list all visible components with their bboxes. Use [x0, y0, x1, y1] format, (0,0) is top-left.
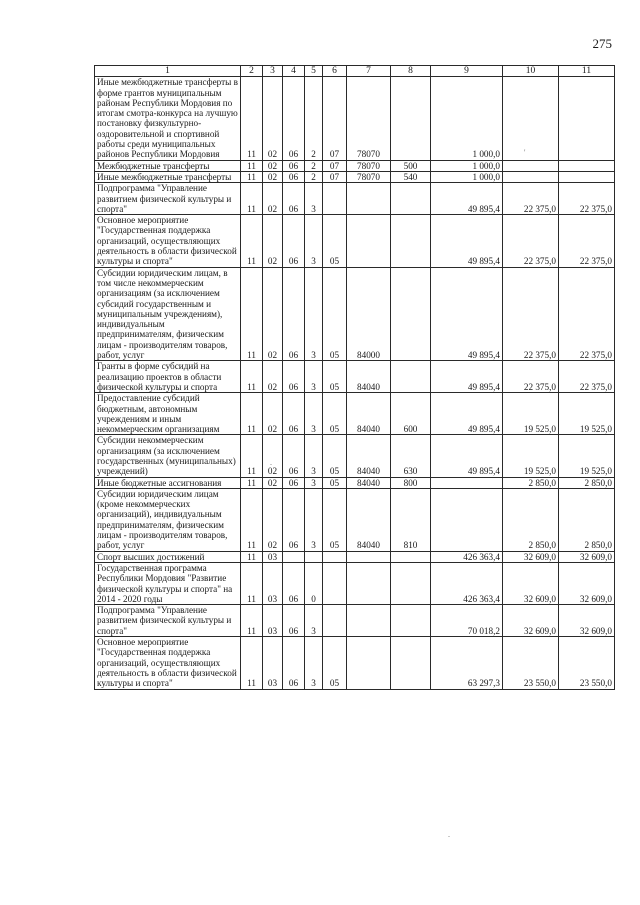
code-cell: 810 [391, 488, 431, 551]
code-cell: 3 [305, 215, 323, 267]
table-body [95, 77, 615, 689]
code-cell [391, 77, 431, 160]
amount-cell: 49 895,4 [431, 183, 503, 215]
column-header: 5 [305, 66, 323, 77]
amount-cell [431, 477, 503, 488]
amount-cell: 2 850,0 [559, 488, 615, 551]
table-row [95, 183, 615, 215]
code-cell [347, 551, 391, 562]
amount-cell [503, 77, 559, 160]
code-cell: 02 [263, 393, 283, 435]
code-cell: 05 [323, 637, 347, 689]
row-name-cell: Подпрограмма "Управление развитием физической культуры и спорта" [95, 183, 241, 215]
code-cell: 02 [263, 160, 283, 171]
amount-cell: 2 850,0 [559, 477, 615, 488]
budget-table [94, 65, 615, 690]
code-cell: 03 [263, 551, 283, 562]
code-cell: 800 [391, 477, 431, 488]
column-header: 6 [323, 66, 347, 77]
column-header: 3 [263, 66, 283, 77]
code-cell: 11 [241, 562, 263, 604]
amount-cell: 19 525,0 [503, 393, 559, 435]
amount-cell: 49 895,4 [431, 215, 503, 267]
code-cell: 11 [241, 605, 263, 637]
code-cell: 06 [283, 435, 305, 477]
column-header: 11 [559, 66, 615, 77]
code-cell: 11 [241, 488, 263, 551]
code-cell [391, 361, 431, 393]
code-cell: 02 [263, 477, 283, 488]
code-cell: 05 [323, 361, 347, 393]
amount-cell: 32 609,0 [503, 551, 559, 562]
amount-cell [559, 77, 615, 160]
amount-cell: 49 895,4 [431, 393, 503, 435]
amount-cell [559, 160, 615, 171]
amount-cell: 32 609,0 [559, 562, 615, 604]
code-cell: 06 [283, 562, 305, 604]
code-cell [347, 215, 391, 267]
code-cell: 02 [263, 435, 283, 477]
code-cell: 500 [391, 160, 431, 171]
code-cell: 3 [305, 361, 323, 393]
table-row [95, 267, 615, 361]
table-row [95, 393, 615, 435]
code-cell: 06 [283, 361, 305, 393]
table-row [95, 160, 615, 171]
amount-cell: 1 000,0 [431, 171, 503, 182]
table-row [95, 605, 615, 637]
code-cell: 3 [305, 183, 323, 215]
amount-cell: 32 609,0 [503, 562, 559, 604]
table-row [95, 361, 615, 393]
scan-speck: ' [524, 148, 526, 157]
code-cell: 06 [283, 183, 305, 215]
code-cell: 03 [263, 605, 283, 637]
amount-cell [503, 160, 559, 171]
row-name-cell: Подпрограмма "Управление развитием физической культуры и спорта" [95, 605, 241, 637]
table-row [95, 77, 615, 160]
code-cell: 06 [283, 267, 305, 361]
amount-cell: 49 895,4 [431, 361, 503, 393]
amount-cell: 2 850,0 [503, 477, 559, 488]
code-cell: 02 [263, 361, 283, 393]
table-row [95, 551, 615, 562]
code-cell [391, 605, 431, 637]
amount-cell: 32 609,0 [559, 551, 615, 562]
amount-cell [559, 171, 615, 182]
column-header: 7 [347, 66, 391, 77]
page-number: 275 [592, 36, 612, 51]
code-cell: 11 [241, 267, 263, 361]
table-row [95, 637, 615, 689]
code-cell: 84040 [347, 488, 391, 551]
code-cell [391, 562, 431, 604]
amount-cell: 22 375,0 [559, 183, 615, 215]
table-row [95, 562, 615, 604]
amount-cell [431, 488, 503, 551]
row-name-cell: Государственная программа Республики Мордовия "Развитие физической культуры и спорта" на 2014 - 2020 годы [95, 562, 241, 604]
column-header: 10 [503, 66, 559, 77]
code-cell: 02 [263, 77, 283, 160]
code-cell [391, 267, 431, 361]
code-cell: 11 [241, 477, 263, 488]
code-cell: 02 [263, 171, 283, 182]
code-cell: 05 [323, 435, 347, 477]
table-row [95, 435, 615, 477]
table-row [95, 215, 615, 267]
amount-cell: 49 895,4 [431, 435, 503, 477]
code-cell: 3 [305, 477, 323, 488]
row-name-cell: Гранты в форме субсидий на реализацию проектов в области физической культуры и спорта [95, 361, 241, 393]
code-cell: 06 [283, 215, 305, 267]
column-header: 4 [283, 66, 305, 77]
code-cell: 78070 [347, 160, 391, 171]
amount-cell: 22 375,0 [503, 361, 559, 393]
column-header: 1 [95, 66, 241, 77]
table-row [95, 488, 615, 551]
amount-cell: 19 525,0 [503, 435, 559, 477]
amount-cell: 70 018,2 [431, 605, 503, 637]
code-cell: 0 [305, 562, 323, 604]
amount-cell: 23 550,0 [503, 637, 559, 689]
amount-cell: 22 375,0 [503, 267, 559, 361]
code-cell: 11 [241, 215, 263, 267]
code-cell: 84040 [347, 435, 391, 477]
amount-cell: 19 525,0 [559, 393, 615, 435]
amount-cell: 426 363,4 [431, 551, 503, 562]
code-cell: 07 [323, 77, 347, 160]
amount-cell: 22 375,0 [503, 183, 559, 215]
amount-cell: 22 375,0 [559, 361, 615, 393]
code-cell: 05 [323, 393, 347, 435]
table-row [95, 171, 615, 182]
code-cell: 05 [323, 267, 347, 361]
amount-cell: 1 000,0 [431, 77, 503, 160]
row-name-cell: Основное мероприятие "Государственная поддержка организаций, осуществляющих деятельность в области физической культуры и спорта" [95, 637, 241, 689]
code-cell: 3 [305, 267, 323, 361]
code-cell: 3 [305, 605, 323, 637]
code-cell: 06 [283, 393, 305, 435]
amount-cell: 63 297,3 [431, 637, 503, 689]
code-cell [391, 215, 431, 267]
scan-speck: . [270, 458, 272, 467]
code-cell: 06 [283, 171, 305, 182]
row-name-cell: Предоставление субсидий бюджетным, автономным учреждениям и иным некоммерческим организациям [95, 393, 241, 435]
code-cell: 11 [241, 171, 263, 182]
code-cell: 2 [305, 77, 323, 160]
code-cell [391, 551, 431, 562]
header-row [95, 66, 615, 77]
row-name-cell: Иные межбюджетные трансферты [95, 171, 241, 182]
code-cell: 630 [391, 435, 431, 477]
code-cell [391, 637, 431, 689]
row-name-cell: Субсидии некоммерческим организациям (за исключением государственных (муниципальных) учреждений) [95, 435, 241, 477]
column-header: 9 [431, 66, 503, 77]
code-cell: 02 [263, 183, 283, 215]
amount-cell: 49 895,4 [431, 267, 503, 361]
row-name-cell: Субсидии юридическим лицам (кроме некоммерческих организаций), индивидуальным предпринимателям, физическим лицам - производителям товаров, работ, услуг [95, 488, 241, 551]
code-cell: 05 [323, 215, 347, 267]
amount-cell: 32 609,0 [559, 605, 615, 637]
code-cell: 11 [241, 160, 263, 171]
code-cell: 02 [263, 267, 283, 361]
row-name-cell: Иные межбюджетные трансферты в форме грантов муниципальным районам Республики Мордовия по итогам смотра-конкурса на лучшую постановку физкультурно-оздоровительной и спортивной работы среди муниципальных районов Республики Мордовия [95, 77, 241, 160]
code-cell [305, 551, 323, 562]
code-cell: 06 [283, 477, 305, 488]
column-header: 2 [241, 66, 263, 77]
code-cell: 03 [263, 637, 283, 689]
code-cell: 78070 [347, 77, 391, 160]
row-name-cell: Межбюджетные трансферты [95, 160, 241, 171]
code-cell: 07 [323, 171, 347, 182]
code-cell: 600 [391, 393, 431, 435]
code-cell: 84000 [347, 267, 391, 361]
code-cell: 11 [241, 393, 263, 435]
code-cell: 06 [283, 77, 305, 160]
code-cell: 3 [305, 435, 323, 477]
code-cell: 2 [305, 160, 323, 171]
code-cell [391, 183, 431, 215]
code-cell: 11 [241, 637, 263, 689]
code-cell [323, 183, 347, 215]
code-cell [283, 551, 305, 562]
row-name-cell: Спорт высших достижений [95, 551, 241, 562]
code-cell: 11 [241, 77, 263, 160]
code-cell: 06 [283, 605, 305, 637]
code-cell [347, 183, 391, 215]
row-name-cell: Основное мероприятие "Государственная поддержка организаций, осуществляющих деятельность в области физической культуры и спорта" [95, 215, 241, 267]
code-cell: 3 [305, 637, 323, 689]
code-cell: 02 [263, 215, 283, 267]
code-cell [323, 551, 347, 562]
amount-cell: 32 609,0 [503, 605, 559, 637]
amount-cell: 22 375,0 [559, 215, 615, 267]
amount-cell: 22 375,0 [559, 267, 615, 361]
code-cell: 84040 [347, 477, 391, 488]
amount-cell: 23 550,0 [559, 637, 615, 689]
amount-cell [503, 171, 559, 182]
code-cell: 3 [305, 393, 323, 435]
code-cell [347, 562, 391, 604]
code-cell: 11 [241, 361, 263, 393]
code-cell: 11 [241, 551, 263, 562]
code-cell [323, 562, 347, 604]
amount-cell: 426 363,4 [431, 562, 503, 604]
code-cell: 03 [263, 562, 283, 604]
code-cell: 07 [323, 160, 347, 171]
scan-speck: . [448, 830, 450, 839]
code-cell: 84040 [347, 393, 391, 435]
code-cell: 06 [283, 488, 305, 551]
code-cell: 84040 [347, 361, 391, 393]
column-header: 8 [391, 66, 431, 77]
code-cell: 06 [283, 637, 305, 689]
amount-cell: 2 850,0 [503, 488, 559, 551]
code-cell: 02 [263, 488, 283, 551]
amount-cell: 19 525,0 [559, 435, 615, 477]
row-name-cell: Иные бюджетные ассигнования [95, 477, 241, 488]
code-cell [347, 637, 391, 689]
amount-cell: 1 000,0 [431, 160, 503, 171]
code-cell: 06 [283, 160, 305, 171]
code-cell: 78070 [347, 171, 391, 182]
code-cell: 05 [323, 488, 347, 551]
code-cell: 3 [305, 488, 323, 551]
code-cell [347, 605, 391, 637]
row-name-cell: Субсидии юридическим лицам, в том числе некоммерческим организациям (за исключением субсидий государственным и муниципальным учреждениям), индивидуальным предпринимателям, физическим лицам - производителям товаров, работ, услуг [95, 267, 241, 361]
code-cell: 11 [241, 435, 263, 477]
code-cell: 05 [323, 477, 347, 488]
code-cell: 540 [391, 171, 431, 182]
code-cell: 2 [305, 171, 323, 182]
table-row [95, 477, 615, 488]
code-cell [323, 605, 347, 637]
code-cell: 11 [241, 183, 263, 215]
amount-cell: 22 375,0 [503, 215, 559, 267]
